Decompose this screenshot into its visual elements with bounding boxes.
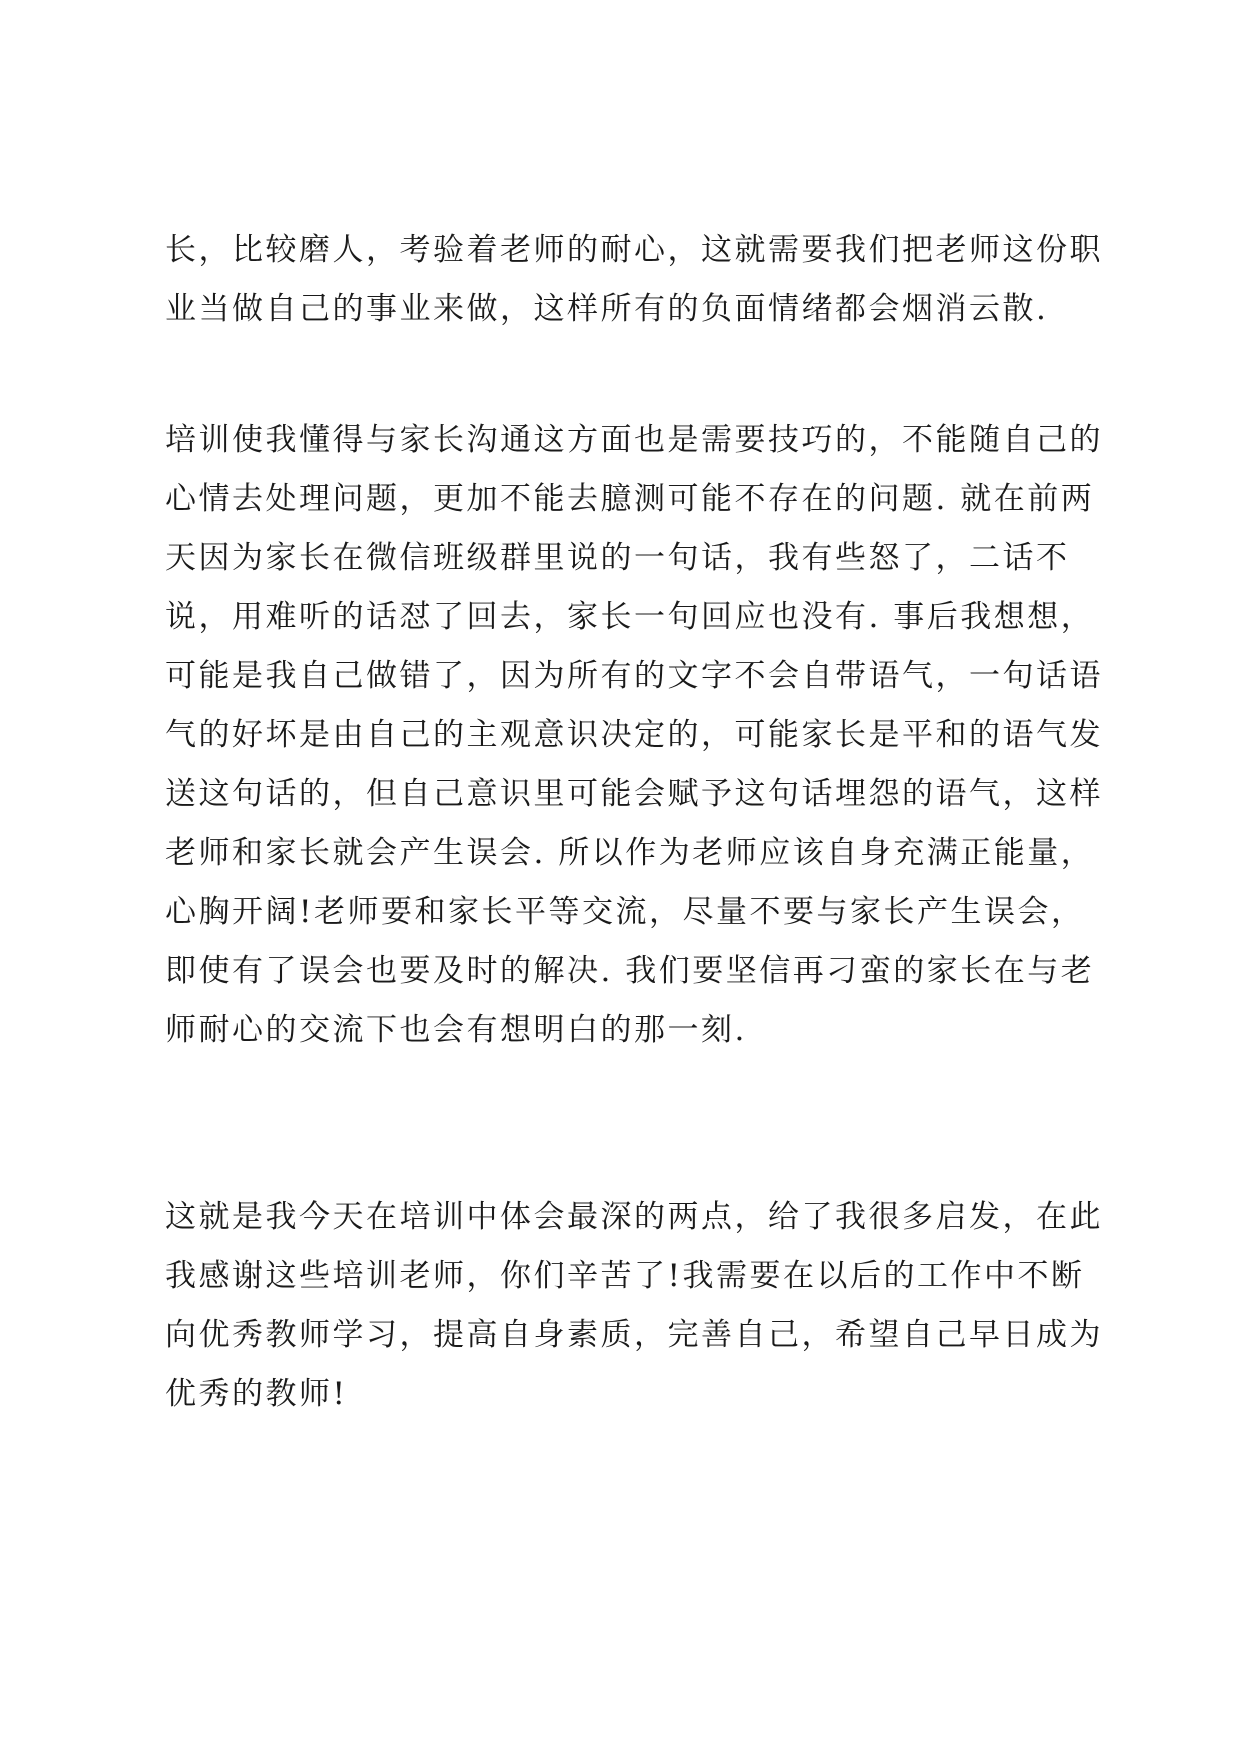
text-line: 心情去处理问题，更加不能去臆测可能不存在的问题. 就在前两 xyxy=(165,481,1095,517)
text-line: 师耐心的交流下也会有想明白的那一刻. xyxy=(165,1012,747,1048)
text-line: 业当做自己的事业来做，这样所有的负面情绪都会烟消云散. xyxy=(165,291,1049,327)
text-line: 长，比较磨人，考验着老师的耐心，这就需要我们把老师这份职 xyxy=(165,232,1103,268)
paragraph-1 xyxy=(165,221,1103,339)
text-line: 我感谢这些培训老师，你们辛苦了!我需要在以后的工作中不断 xyxy=(165,1258,1085,1294)
text-line: 心胸开阔!老师要和家长平等交流，尽量不要与家长产生误会， xyxy=(165,894,1085,930)
text-line: 即使有了误会也要及时的解决. 我们要坚信再刁蛮的家长在与老 xyxy=(165,953,1095,989)
text-line: 天因为家长在微信班级群里说的一句话，我有些怒了，二话不 xyxy=(165,540,1070,576)
text-line: 送这句话的，但自己意识里可能会赋予这句话埋怨的语气，这样 xyxy=(165,776,1103,812)
text-line: 这就是我今天在培训中体会最深的两点，给了我很多启发，在此 xyxy=(165,1199,1103,1235)
text-line: 向优秀教师学习，提高自身素质，完善自己，希望自己早日成为 xyxy=(165,1317,1103,1353)
text-line: 优秀的教师! xyxy=(165,1376,348,1412)
text-line: 可能是我自己做错了，因为所有的文字不会自带语气，一句话语 xyxy=(165,658,1103,694)
paragraph-2 xyxy=(165,411,1103,1060)
paragraph-3 xyxy=(165,1188,1103,1424)
text-line: 说，用难听的话怼了回去，家长一句回应也没有. 事后我想想， xyxy=(165,599,1095,635)
text-line: 气的好坏是由自己的主观意识决定的，可能家长是平和的语气发 xyxy=(165,717,1103,753)
text-line: 培训使我懂得与家长沟通这方面也是需要技巧的，不能随自己的 xyxy=(165,422,1103,458)
text-line: 老师和家长就会产生误会. 所以作为老师应该自身充满正能量， xyxy=(165,835,1095,871)
